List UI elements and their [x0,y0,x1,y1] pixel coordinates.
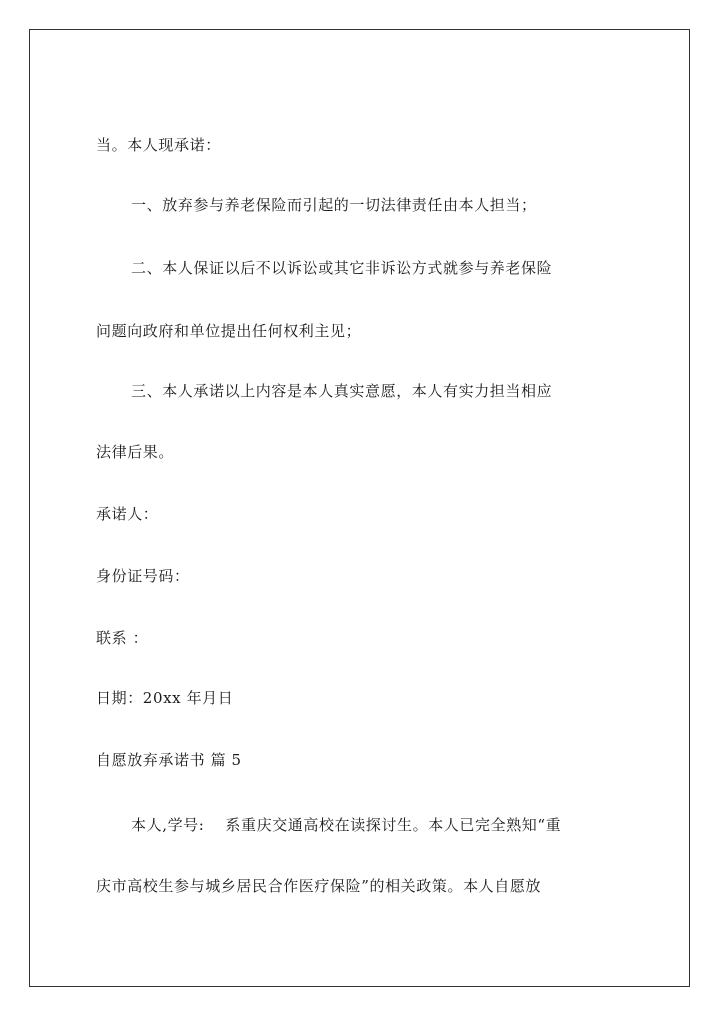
date-label: 日期：20xx 年月日 [96,689,234,707]
text-line-5: 三、本人承诺以上内容是本人真实意愿，本人有实力担当相应 [131,382,553,400]
text-line-2: 一、放弃参与养老保险而引起的一切法律责任由本人担当； [131,196,537,214]
text-line-3: 二、本人保证以后不以诉讼或其它非诉讼方式就参与养老保险 [131,259,553,277]
text-line-6: 法律后果。 [96,443,175,461]
text-line-1: 当。本人现承诺： [96,136,221,154]
id-number-label: 身份证号码： [96,567,190,585]
text-line-4: 问题向政府和单位提出任何权利主见； [96,322,362,340]
section-title: 自愿放弃承诺书 篇 5 [96,751,242,769]
contact-label: 联系 ： [96,629,149,647]
text-line-12: 本人,学号: 系重庆交通高校在读探讨生。本人已完全熟知“重 [131,816,562,834]
signer-label: 承诺人： [96,505,159,523]
text-line-13: 庆市高校生参与城乡居民合作医疗保险”的相关政策。本人自愿放 [96,877,542,895]
